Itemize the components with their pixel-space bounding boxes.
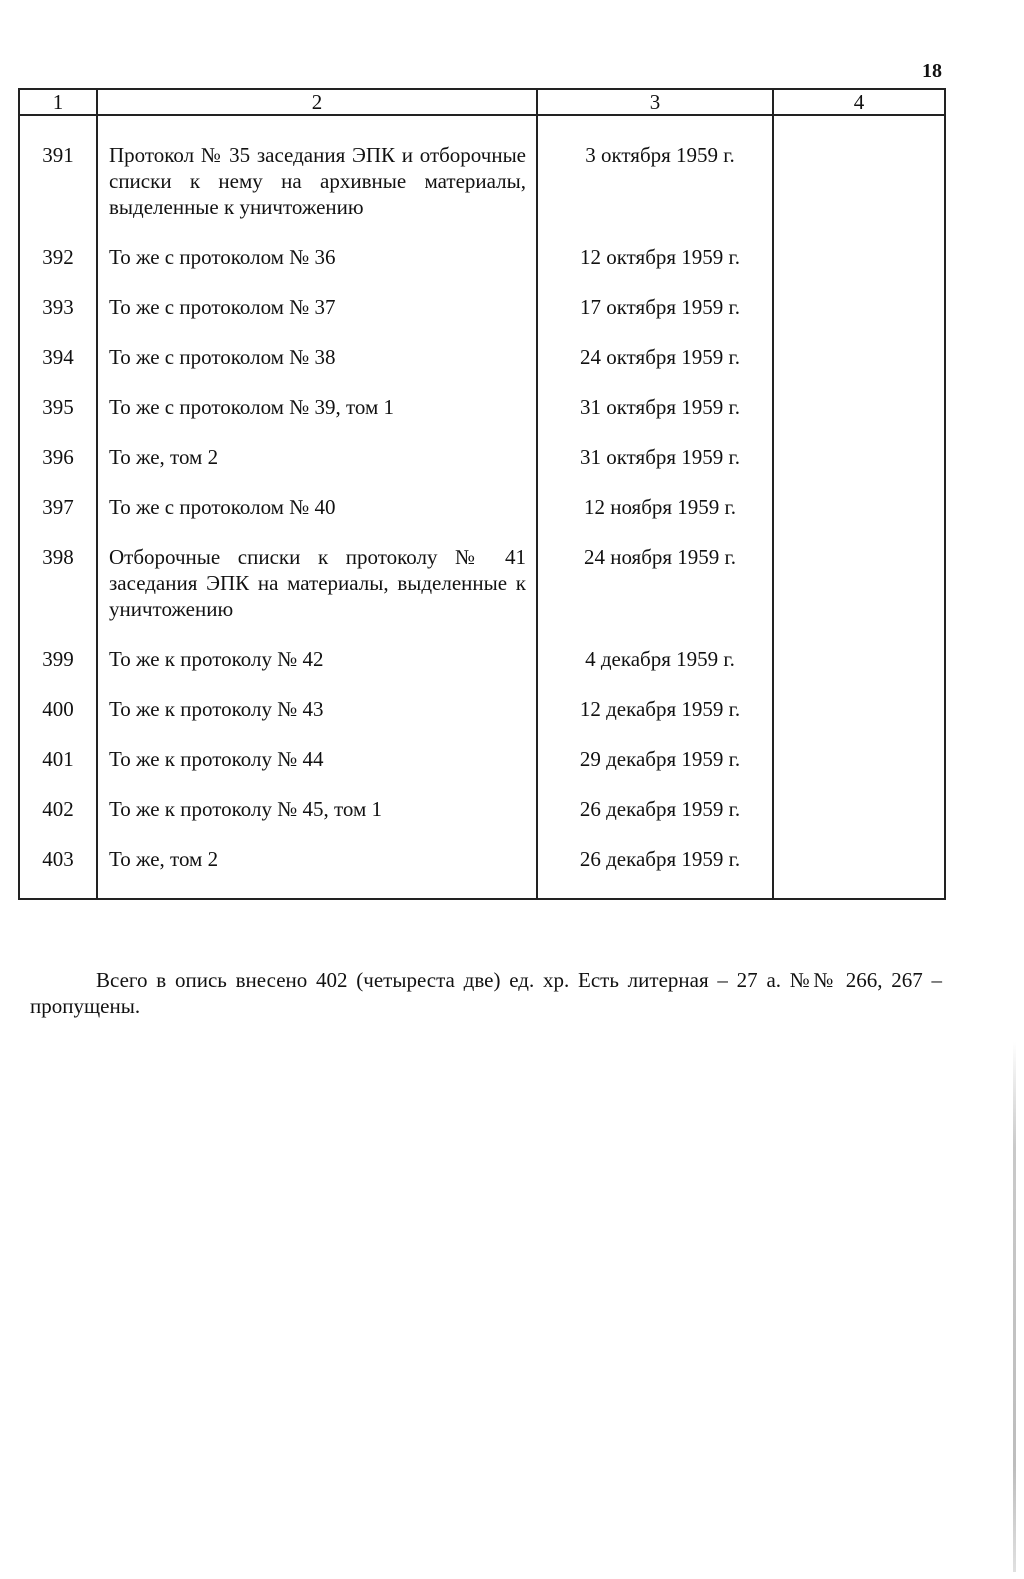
row-title: То же, том 2 <box>97 444 537 494</box>
row-note <box>773 544 945 646</box>
row-note <box>773 244 945 294</box>
row-date: 17 октября 1959 г. <box>537 294 773 344</box>
row-title: То же с протоколом № 40 <box>97 494 537 544</box>
row-date: 3 октября 1959 г. <box>537 115 773 244</box>
row-title: То же к протоколу № 45, том 1 <box>97 796 537 846</box>
column-header-date: 3 <box>537 89 773 115</box>
row-date: 12 октября 1959 г. <box>537 244 773 294</box>
row-date: 12 декабря 1959 г. <box>537 696 773 746</box>
page-number: 18 <box>922 60 942 82</box>
row-title: То же к протоколу № 42 <box>97 646 537 696</box>
row-number: 391 <box>19 115 97 244</box>
row-title: Отборочные списки к протоколу № 41 заседания ЭПК на материалы, выделенные к уничтожению <box>97 544 537 646</box>
row-note <box>773 115 945 244</box>
row-title: То же с протоколом № 39, том 1 <box>97 394 537 444</box>
row-title: Протокол № 35 заседания ЭПК и отборочные списки к нему на архивные материалы, выделенные к уничтожению <box>97 115 537 244</box>
table-row <box>19 115 945 244</box>
row-number: 394 <box>19 344 97 394</box>
row-date: 31 октября 1959 г. <box>537 394 773 444</box>
row-number: 402 <box>19 796 97 846</box>
row-note <box>773 294 945 344</box>
row-title: То же с протоколом № 36 <box>97 244 537 294</box>
row-number: 399 <box>19 646 97 696</box>
inventory-table <box>18 88 946 900</box>
table-row <box>19 746 945 796</box>
row-date: 29 декабря 1959 г. <box>537 746 773 796</box>
row-note <box>773 444 945 494</box>
row-number: 401 <box>19 746 97 796</box>
summary-paragraph: Всего в опись внесено 402 (четыреста две) ед. хр. Есть литерная – 27 а. №№ 266, 267 – пропущены. <box>30 968 942 1018</box>
row-title: То же к протоколу № 43 <box>97 696 537 746</box>
column-header-notes: 4 <box>773 89 945 115</box>
table-row <box>19 796 945 846</box>
header-row <box>19 89 945 115</box>
row-title: То же к протоколу № 44 <box>97 746 537 796</box>
table-row <box>19 646 945 696</box>
row-date: 24 ноября 1959 г. <box>537 544 773 646</box>
table-row <box>19 294 945 344</box>
row-note <box>773 796 945 846</box>
row-date: 12 ноября 1959 г. <box>537 494 773 544</box>
row-number: 393 <box>19 294 97 344</box>
row-note <box>773 746 945 796</box>
row-number: 403 <box>19 846 97 899</box>
row-note <box>773 394 945 444</box>
row-note <box>773 696 945 746</box>
row-number: 396 <box>19 444 97 494</box>
row-date: 26 декабря 1959 г. <box>537 846 773 899</box>
table-row <box>19 444 945 494</box>
column-header-title: 2 <box>97 89 537 115</box>
row-date: 31 октября 1959 г. <box>537 444 773 494</box>
row-note <box>773 494 945 544</box>
row-title: То же с протоколом № 38 <box>97 344 537 394</box>
row-date: 4 декабря 1959 г. <box>537 646 773 696</box>
row-date: 26 декабря 1959 г. <box>537 796 773 846</box>
row-note <box>773 344 945 394</box>
row-number: 400 <box>19 696 97 746</box>
row-note <box>773 646 945 696</box>
row-title: То же, том 2 <box>97 846 537 899</box>
table-row <box>19 344 945 394</box>
table-row <box>19 544 945 646</box>
table-row <box>19 696 945 746</box>
table-row <box>19 494 945 544</box>
column-header-index: 1 <box>19 89 97 115</box>
row-number: 397 <box>19 494 97 544</box>
row-title: То же с протоколом № 37 <box>97 294 537 344</box>
row-note <box>773 846 945 899</box>
scan-edge-line <box>1013 1042 1016 1572</box>
row-number: 392 <box>19 244 97 294</box>
row-date: 24 октября 1959 г. <box>537 344 773 394</box>
table-row <box>19 394 945 444</box>
row-number: 398 <box>19 544 97 646</box>
table-row <box>19 846 945 899</box>
table-row <box>19 244 945 294</box>
row-number: 395 <box>19 394 97 444</box>
